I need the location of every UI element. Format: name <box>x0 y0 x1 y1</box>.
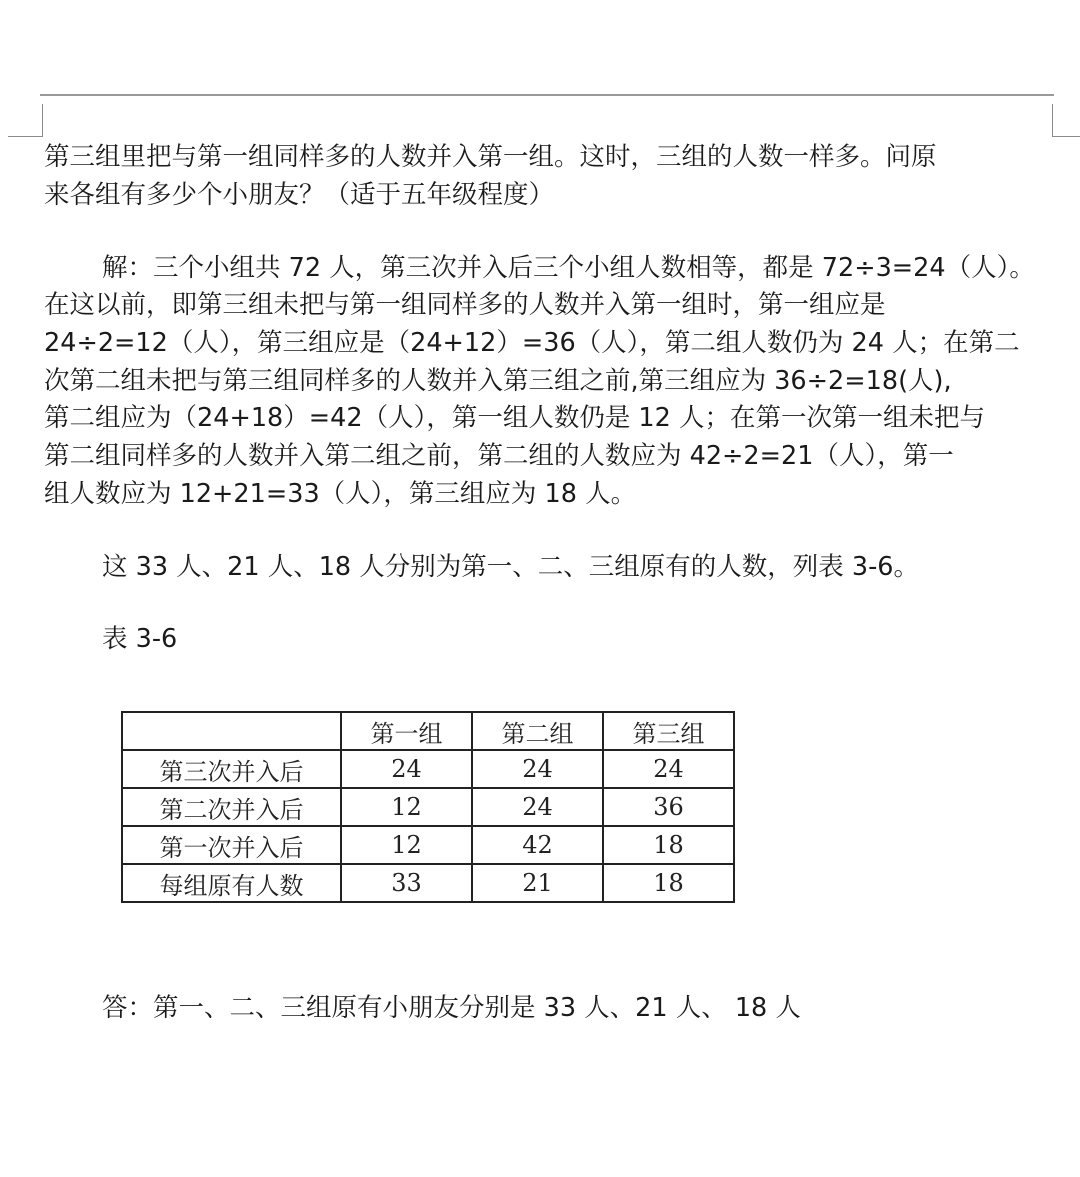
table-header-cell: 第三组 <box>603 712 734 750</box>
table-cell: 18 <box>603 826 734 864</box>
margin-corner-mark-right <box>1052 104 1080 137</box>
table-row <box>122 826 734 864</box>
table-cell: 18 <box>603 864 734 902</box>
table-row <box>122 750 734 788</box>
table-caption: 表 3-6 <box>102 624 178 654</box>
table-cell: 24 <box>341 750 472 788</box>
table-header-cell: 第一组 <box>341 712 472 750</box>
table-row <box>122 864 734 902</box>
solution-line: 第二组应为（24+18）=42（人），第一组人数仍是 12 人；在第一次第一组未把与 <box>44 403 985 433</box>
solution-line: 次第二组未把与第三组同样多的人数并入第三组之前,第三组应为 36÷2=18(人), <box>44 366 952 396</box>
solution-line: 第二组同样多的人数并入第二组之前，第二组的人数应为 42÷2=21（人），第一 <box>44 441 954 471</box>
table-header-cell: 第二组 <box>472 712 603 750</box>
table-cell: 24 <box>472 788 603 826</box>
table-row <box>122 788 734 826</box>
table-3-6 <box>121 711 735 903</box>
table-header-cell <box>122 712 341 750</box>
table-row-label: 每组原有人数 <box>122 864 341 902</box>
table-cell: 42 <box>472 826 603 864</box>
solution-line: 组人数应为 12+21=33（人），第三组应为 18 人。 <box>44 479 637 509</box>
table-cell: 24 <box>472 750 603 788</box>
solution-line: 解：三个小组共 72 人，第三次并入后三个小组人数相等，都是 72÷3=24（人）。 <box>102 253 1035 283</box>
table-row-label: 第三次并入后 <box>122 750 341 788</box>
table-cell: 12 <box>341 788 472 826</box>
solution-line: 在这以前，即第三组未把与第一组同样多的人数并入第一组时，第一组应是 <box>44 290 886 320</box>
table-cell: 33 <box>341 864 472 902</box>
margin-corner-mark-left <box>8 104 43 137</box>
answer-line: 答：第一、二、三组原有小朋友分别是 33 人、21 人、 18 人 <box>102 993 801 1023</box>
summary-line: 这 33 人、21 人、18 人分别为第一、二、三组原有的人数，列表 3-6。 <box>102 552 920 582</box>
table-header-row <box>122 712 734 750</box>
table-cell: 12 <box>341 826 472 864</box>
table-cell: 24 <box>603 750 734 788</box>
data-table <box>121 711 735 903</box>
table-cell: 21 <box>472 864 603 902</box>
table-row-label: 第二次并入后 <box>122 788 341 826</box>
page-header-rule <box>40 94 1054 96</box>
solution-line: 24÷2=12（人），第三组应是（24+12）=36（人），第二组人数仍为 24 人；在第二 <box>44 328 1020 358</box>
table-row-label: 第一次并入后 <box>122 826 341 864</box>
problem-line: 第三组里把与第一组同样多的人数并入第一组。这时，三组的人数一样多。问原 <box>44 142 937 172</box>
problem-line: 来各组有多少个小朋友？（适于五年级程度） <box>44 180 555 210</box>
table-cell: 36 <box>603 788 734 826</box>
